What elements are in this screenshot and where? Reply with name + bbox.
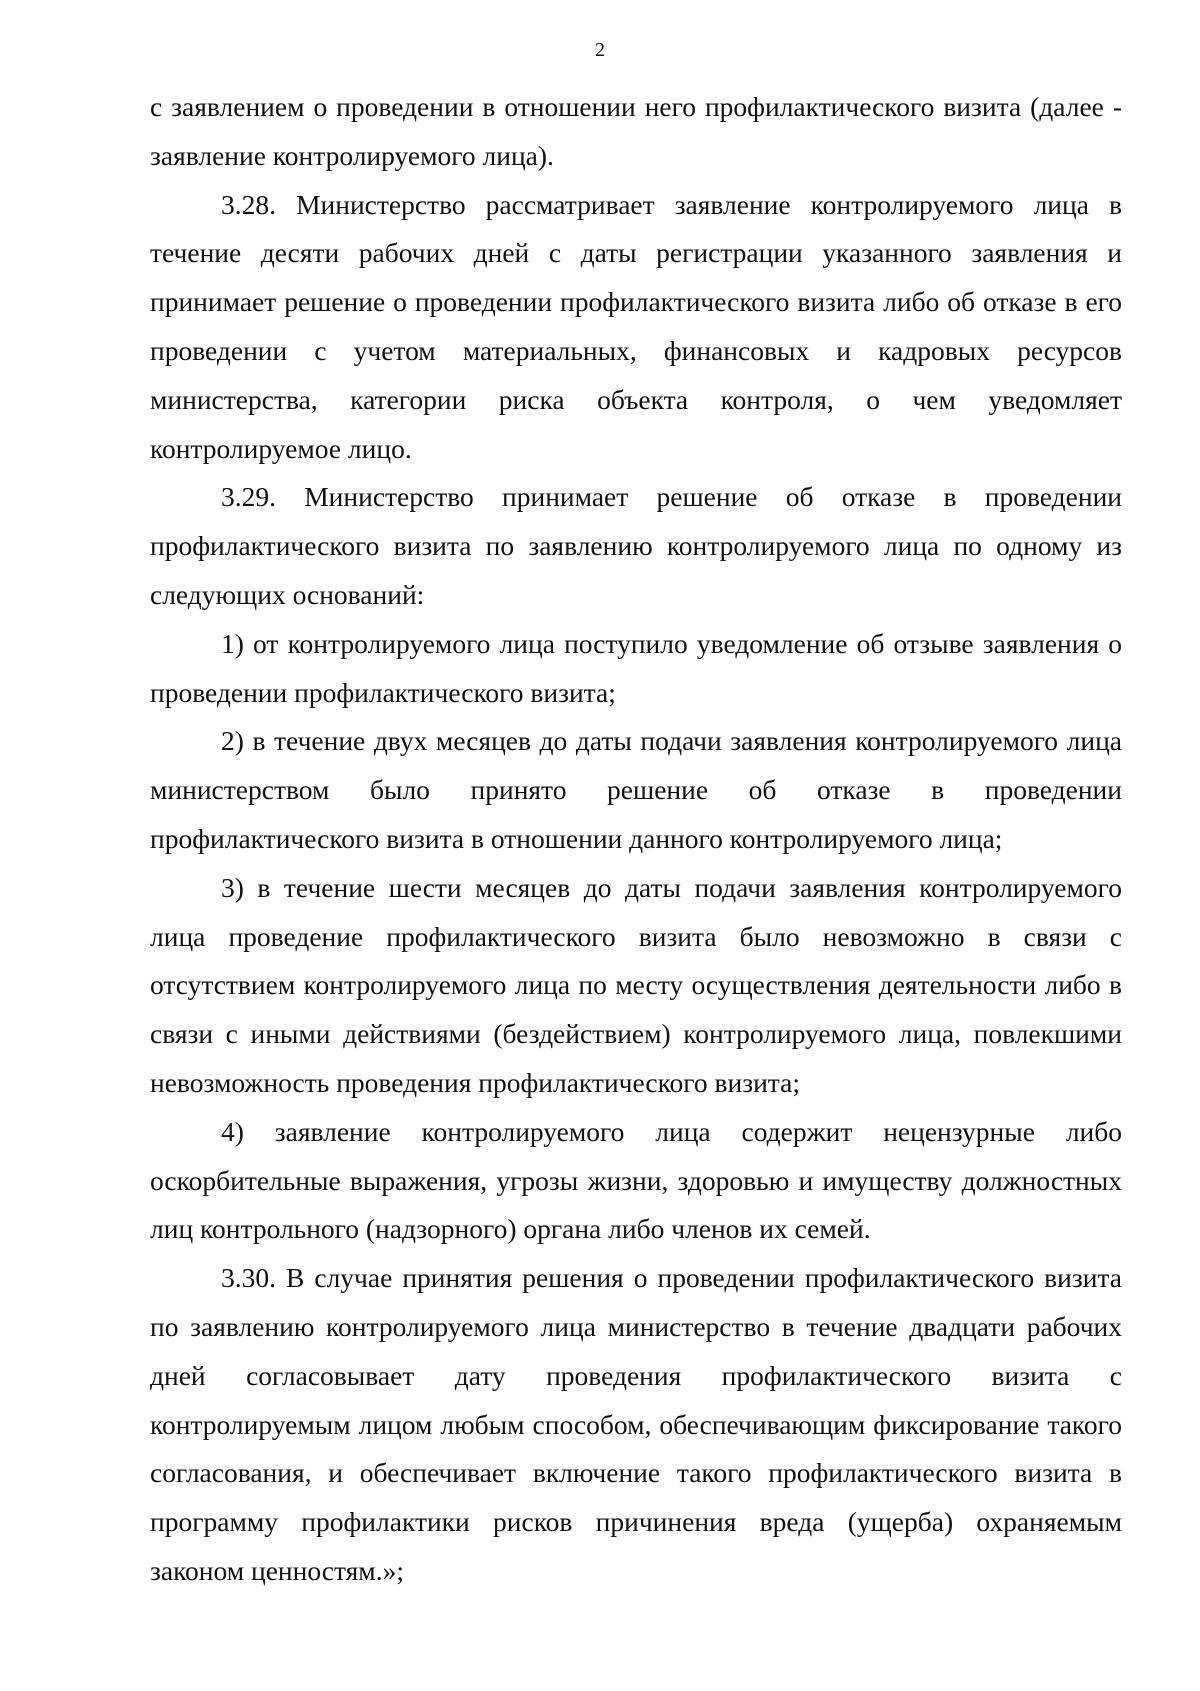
paragraph-3-29: 3.29. Министерство принимает решение об отказе в проведении профилактического визита по заявлению контролируемого лица по одному из следующих оснований: — [150, 481, 1122, 610]
list-item-1: 1) от контролируемого лица поступило уведомление об отзыве заявления о проведении профилактического визита; — [150, 627, 1122, 708]
paragraph-continuation: с заявлением о проведении в отношении него профилактического визита (далее - заявление контролируемого лица). — [150, 91, 1122, 171]
list-item-4: 4) заявление контролируемого лица содержит нецензурные либо оскорбительные выражения, угрозы жизни, здоровью и имуществу должностных лиц контрольного (надзорного) органа либо членов их семей. — [150, 1115, 1122, 1245]
page-number: 2 — [595, 39, 605, 61]
document-body — [150, 83, 1122, 1596]
list-item-2: 2) в течение двух месяцев до даты подачи заявления контролируемого лица министерством было принято решение об отказе в проведении профилактического визита в отношении данного контролируемого лица; — [150, 725, 1122, 854]
paragraph-3-28: 3.28. Министерство рассматривает заявление контролируемого лица в течение десяти рабочих дней с даты регистрации указанного заявления и принимает решение о проведении профилактического визита либо об отказе в его проведении с учетом материальных, финансовых и кадровых ресурсов министерства, категории риска объекта контроля, о чем уведомляет контролируемое лицо. — [150, 188, 1122, 464]
list-item-3: 3) в течение шести месяцев до даты подачи заявления контролируемого лица проведение профилактического визита было невозможно в связи с отсутствием контролируемого лица по месту осуществления деятельности либо в связи с иными действиями (бездействием) контролируемого лица, повлекшими невозможность проведения профилактического визита; — [150, 871, 1122, 1098]
paragraph-3-30: 3.30. В случае принятия решения о проведении профилактического визита по заявлению контролируемого лица министерство в течение двадцати рабочих дней согласовывает дату проведения профилактического визита с контролируемым лицом любым способом, обеспечивающим фиксирование такого согласования, и обеспечивает включение такого профилактического визита в программу профилактики рисков причинения вреда (ущерба) охраняемым законом ценностям.»; — [150, 1262, 1122, 1586]
